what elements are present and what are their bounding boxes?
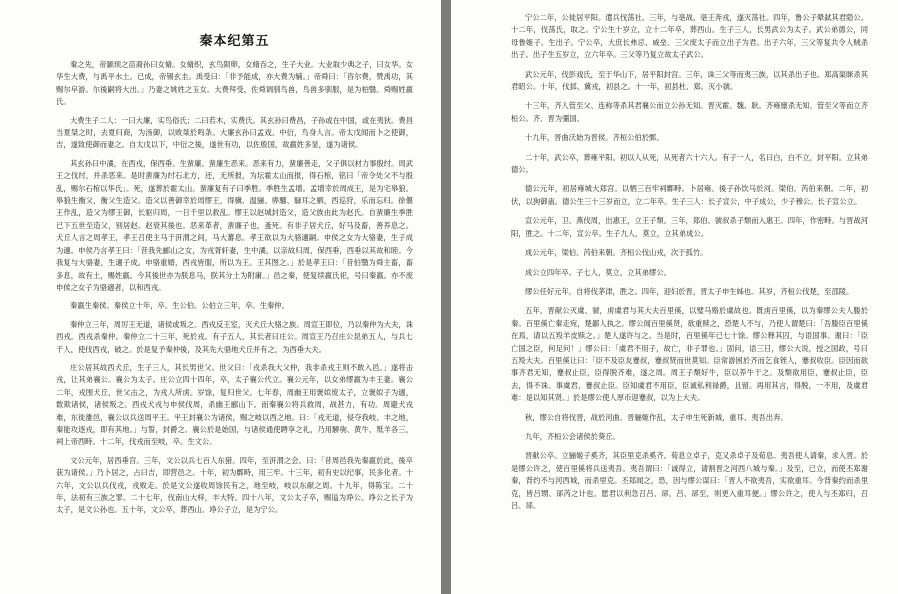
paragraph: 庄公居其故西犬丘，生子三人，其长男世父。世父曰：「戎杀我大父仲，我非杀戎王则不敢入邑。」遂将击戎，让其弟襄公。襄公为太子。庄公立四十四年，卒，太子襄公代立。襄公元年，以女弟缪嬴为丰王妻。襄公二年，戎围犬丘，世父击之，为戎人所虏。岁馀，复归世父。七年春，周幽王用褒姒废太子，立褒姒子为適，数欺诸侯，诸侯叛之。西戎犬戎与申侯伐周，杀幽王郦山下。而秦襄公将兵救周，战甚力，有功。周避犬戎难，东徙雒邑，襄公以兵送周平王。平王封襄公为诸侯，赐之岐以西之地。曰：「戎无道，侵夺我岐、丰之地，秦能攻逐戎，即有其地。」与誓，封爵之。襄公於是始国，与诸侯通使聘享之礼，乃用駵驹、黄牛、羝羊各三，祠上帝西畤。十二年，伐戎而至岐，卒。生文公。	[56, 362, 413, 447]
paragraph: 缪公任好元年，自将伐茅津，胜之。四年，迎妇於晋，晋太子申生姊也。其岁，齐桓公伐楚，至邵陵。	[525, 286, 854, 296]
paragraph: 秦仲立三年，周厉王无道，诸侯或叛之。西戎反王室，灭犬丘大骆之族。周宣王即位，乃以秦仲为大夫，诛西戎。西戎杀秦仲。秦仲立二十三年，死於戎。有子五人，其长者曰庄公。周宣王乃召庄公昆弟五人，与兵七千人，使伐西戎，破之。於是复予秦仲後，及其先大骆地犬丘并有之，为西垂大夫。	[56, 319, 413, 354]
paragraph: 九年，齐桓公会诸侯於葵丘。	[525, 431, 620, 441]
paragraph: 宁公二年，公徙居平阳。遣兵伐荡社。三年，与亳战，亳王奔戎，遂灭荡社。四年，鲁公子翚弑其君隐公。十二年，伐荡氏，取之。宁公生十岁立，立十二年卒，葬西山。生子三人，长男武公为太子。武公弟德公，同母鲁姬子。生出子。宁公卒，大庶长弗忌、威垒、三父废太子而立出子为君。出子六年，三父等复共令人贼杀出子。出子生五岁立，立六年卒。三父等乃复立故太子武公。	[511, 13, 868, 60]
paragraph: 其玄孙曰中潏，在西戎，保西垂。生蜚廉。蜚廉生恶来。恶来有力，蜚廉善走，父子俱以材力事殷纣。周武王之伐纣，并杀恶来。是时蜚廉为纣石北方，还，无所报，为坛霍太山而报，得石棺，铭曰「帝令处父不与殷乱，赐尔石棺以华氏」。死，遂葬於霍太山。蜚廉复有子曰季胜。季胜生孟增。孟增幸於周成王，是为宅皋狼。皋狼生衡父，衡父生造父。造父以善御幸於周缪王，得骥、温骊、骅騮、騄耳之驷，西巡狩，乐而忘归。徐偃王作乱，造父为缪王御，长驱归周，一日千里以救乱。缪王以赵城封造父，造父族由此为赵氏。自蜚廉生季胜已下五世至造父，别居赵。赵衰其後也。恶来革者，蜚廉子也，蚤死。有非子居犬丘，好马及畜，善养息之。犬丘人言之周孝王，孝王召使主马于汧渭之间，马大蕃息。孝王欲以为大骆適嗣。申侯之女为大骆妻，生子成为適。申侯乃言孝王曰：「昔我先郦山之女，为戎胥轩妻，生中潏，以亲故归周，保西垂，西垂以其故和睦。今我复与大骆妻，生適子成。申骆重婚，西戎皆服，所以为王。王其图之。」於是孝王曰：「昔伯翳为舜主畜，畜多息，故有土，赐姓嬴。今其後世亦为朕息马，朕其分土为附庸。」邑之秦，使复续嬴氏祀，号曰秦嬴。亦不废申侯之女子为骆適者，以和西戎。	[56, 158, 413, 292]
paragraph: 十三年，齐人管至父、连称等杀其君襄公而立公孙无知。晋灭霍、魏、耿。齐雍廪杀无知、管至父等而立齐桓公。齐、晋为彊国。	[511, 101, 868, 123]
paragraph: 晋献公卒。立骊姬子奚齐，其臣里克杀奚齐。荀息立卓子，克又杀卓子及荀息。夷吾使人请秦，求入晋。於是缪公许之，使百里傒将兵送夷吾。夷吾谓曰：「诚得立，请割晋之河西八城与秦。」及至，已立，而使丕郑谢秦，背约不与河西城，而杀里克。丕郑闻之，恐，因与缪公谋曰：「晋人不欲夷吾，实欲重耳。今背秦约而杀里克，皆吕甥、郤芮之计也。愿君以利急召吕、郤，吕、郤至，则更入重耳便。」缪公许之，使人与丕郑归，召吕、郤。	[511, 451, 868, 510]
right-page	[451, 0, 898, 594]
paragraph: 德公元年，初居雍城大郑宫。以牺三百牢祠鄜畤。卜居雍。後子孙饮马於河。梁伯、芮伯来朝。二年，初伏，以狗御蛊。德公生三十三岁而立，立二年卒。生子三人：长子宣公，中子成公，少子穆公。长子宣公立。	[511, 184, 868, 206]
paragraph: 成公立四年卒。子七人，莫立，立其弟缪公。	[525, 267, 671, 277]
paragraph: 文公元年，居西垂宫。三年，文公以兵七百人东猎。四年，至汧渭之会。曰：「昔周邑我先秦嬴於此，後卒获为诸侯。」乃卜居之，占曰吉，即营邑之。十年，初为鄜畤，用三牢。十三年，初有史以纪事，民多化者。十六年，文公以兵伐戎，戎败走。於是文公遂收周馀民有之，地至岐，岐以东献之周。十九年，得陈宝。二十年，法初有三族之罪。二十七年，伐南山大梓，丰大特。四十八年，文公太子卒，赐谥为竫公。竫公之长子为太子，是文公孙也。五十年，文公卒，葬西山。竫公子立，是为宁公。	[56, 455, 413, 515]
paragraph: 宣公元年，卫、燕伐周，出惠王，立王子頽。三年，郑伯、虢叔杀子頽而入惠王。四年，作密畤。与晋战河阳，胜之。十二年，宣公卒。生子九人，莫立，立其弟成公。	[511, 216, 868, 238]
paragraph: 秦之先，帝颛顼之苗裔孙曰女脩。女脩织，玄鸟陨卵，女脩吞之，生子大业。大业取少典之子，曰女华。女华生大费，与禹平水土。已成，帝锡玄圭。禹受曰：「非予能成，亦大费为辅。」帝舜曰：「咨尔费，赞禹功，其赐尔皁游。尔後嗣将大出。」乃妻之姚姓之玉女。大费拜受，佐舜调驯鸟兽，鸟兽多驯服，是为柏翳。舜赐姓嬴氏。	[56, 60, 413, 107]
paragraph: 成公元年，梁伯、芮伯来朝。齐桓公伐山戎，次于孤竹。	[525, 248, 708, 258]
left-page	[0, 0, 441, 594]
page-gutter	[441, 0, 451, 594]
paragraph: 大费生子二人：一曰大廉，实鸟俗氏；二曰若木，实费氏。其玄孙曰费昌，子孙或在中国，或在夷狄。费昌当夏桀之时，去夏归商，为汤御，以败桀於鸣条。大廉玄孙曰孟戏、中衍，鸟身人言。帝太戊闻而卜之使御，吉，遂致使御而妻之。自太戊以下，中衍之後，遂世有功，以佐殷国，故嬴姓多显，遂为诸侯。	[56, 115, 413, 150]
paragraph: 二十年，武公卒，葬雍平阳。初以人从死，从死者六十六人。有子一人，名曰白，白不立，封平阳。立其弟德公。	[511, 152, 868, 175]
paragraph: 秋，缪公自将伐晋，战於河曲。晋骊姬作乱，太子申生死新城，重耳、夷吾出奔。	[525, 412, 788, 422]
paragraph: 五年，晋献公灭虞、虢，虏虞君与其大夫百里傒，以璧马赂於虞故也。既虏百里傒，以为秦缪公夫人媵於秦。百里傒亡秦走宛，楚鄙人执之。缪公闻百里傒贤，欲重赎之，恐楚人不与，乃使人谓楚曰：「吾媵臣百里傒在焉，请以五羖羊皮赎之。」楚人遂许与之。当是时，百里傒年已七十馀。缪公释其囚，与语国事。谢曰：「臣亡国之臣，何足问！」缪公曰：「虞君不用子，故亡，非子罪也。」固问，语三日，缪公大说，授之国政，号曰五羖大夫。百里傒让曰：「臣不及臣友蹇叔，蹇叔贤而世莫知。臣常游困於齐而乞食铚人，蹇叔收臣。臣因而欲事齐君无知，蹇叔止臣，臣得脱齐难，遂之周。周王子頽好牛，臣以养牛干之。及頽欲用臣，蹇叔止臣，臣去，得不诛。事虞君，蹇叔止臣。臣知虞君不用臣，臣诚私利禄爵，且留。再用其言，得脱，一不用，及虞君难：是以知其贤。」於是缪公使人厚币迎蹇叔，以为上大夫。	[511, 306, 868, 403]
paragraph: 武公元年，伐彭戏氏，至于华山下，居平阳封宫。三年，诛三父等而夷三族，以其杀出子也。郑高渠眯杀其君昭公。十年，伐邽、冀戎，初县之。十一年，初县杜、郑。灭小虢。	[511, 69, 868, 92]
paragraph: 十九年，晋曲沃始为晋侯。齐桓公伯於鄄。	[525, 133, 664, 143]
paragraph: 秦嬴生秦侯。秦侯立十年，卒。生公伯。公伯立三年，卒。生秦仲。	[70, 301, 289, 311]
chapter-title: 秦本纪第五	[199, 34, 270, 49]
